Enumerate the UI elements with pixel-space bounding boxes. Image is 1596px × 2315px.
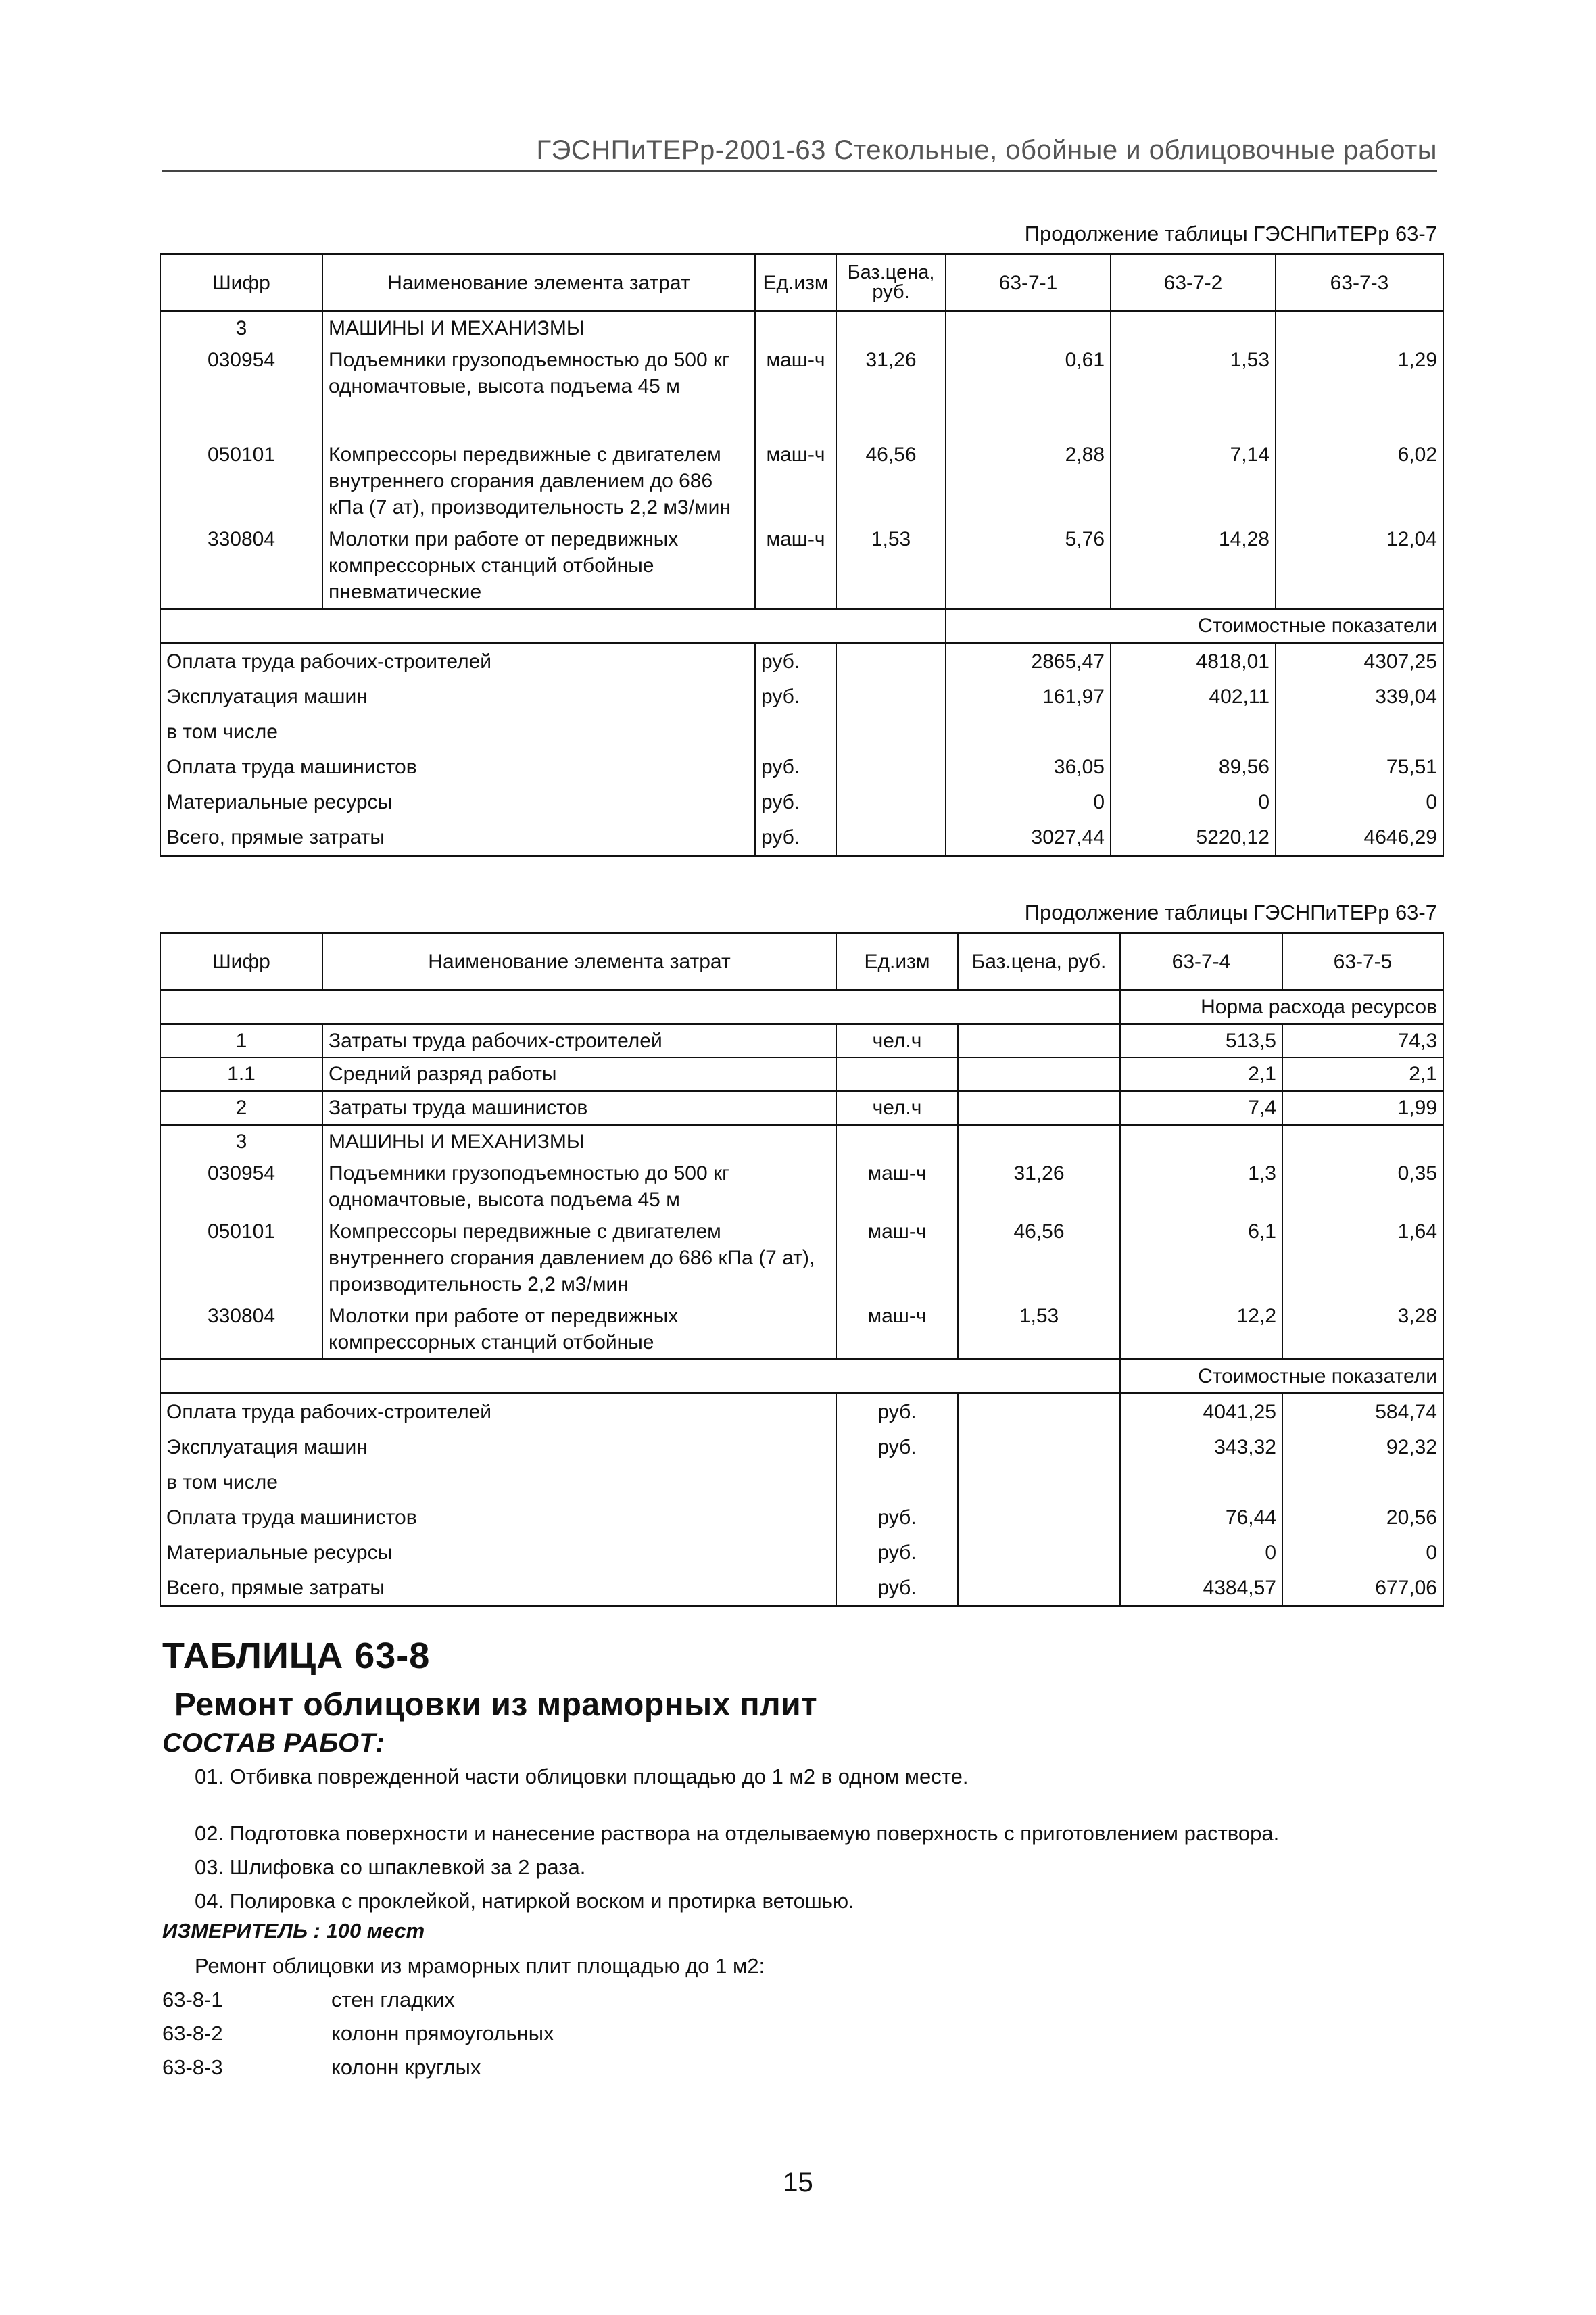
- unit-cell: маш-ч: [755, 439, 836, 523]
- value-cell: 7,14: [1111, 439, 1276, 523]
- value-cell: 6,02: [1276, 439, 1443, 523]
- cost-unit: руб.: [755, 784, 836, 819]
- cost-row: [160, 643, 1443, 679]
- code-cell: 030954: [160, 344, 322, 439]
- price-cell: 31,26: [958, 1158, 1120, 1216]
- cost-name: Оплата труда рабочих-строителей: [160, 1393, 836, 1430]
- value-cell: 12,04: [1276, 523, 1443, 609]
- work-step: 02. Подготовка поверхности и нанесение раствора на отделываемую поверхность с приготовлением раствора.: [195, 1821, 1280, 1845]
- cost-row: [160, 1570, 1443, 1606]
- code-cell: 050101: [160, 439, 322, 523]
- unit-cell: маш-ч: [836, 1158, 958, 1216]
- cost-unit: руб.: [755, 819, 836, 856]
- table-row: [160, 439, 1443, 523]
- value-cell: 1,53: [1111, 344, 1276, 439]
- col-header: Шифр: [160, 254, 322, 312]
- cost-value: 4646,29: [1276, 819, 1443, 856]
- unit-cell: маш-ч: [755, 523, 836, 609]
- col-header: Баз.цена, руб.: [836, 254, 946, 312]
- item-code: 63-8-3: [162, 2055, 223, 2079]
- section-code: 3: [160, 312, 322, 345]
- value-cell: 1,3: [1120, 1158, 1282, 1216]
- cost-row: [160, 714, 1443, 749]
- col-header: Ед.изм: [755, 254, 836, 312]
- cost-row: [160, 819, 1443, 856]
- value-cell: 1,64: [1282, 1216, 1443, 1300]
- unit-cell: маш-ч: [755, 344, 836, 439]
- cost-value: 75,51: [1276, 749, 1443, 784]
- cost-unit: руб.: [836, 1535, 958, 1570]
- col-header: 63-7-1: [946, 254, 1111, 312]
- value-cell: 2,88: [946, 439, 1111, 523]
- name-cell: Компрессоры передвижные с двигателем внутреннего сгорания давлением до 686 кПа (7 ат), производительность 2,2 м3/мин: [322, 1216, 836, 1300]
- unit-cell: чел.ч: [836, 1024, 958, 1058]
- cost-row: [160, 1429, 1443, 1464]
- cost-value: 4818,01: [1111, 643, 1276, 679]
- cost-label: Стоимостные показатели: [946, 609, 1443, 643]
- name-cell: Подъемники грузоподъемностью до 500 кг одномачтовые, высота подъема 45 м: [322, 1158, 836, 1216]
- name-cell: Компрессоры передвижные с двигателем внутреннего сгорания давлением до 686 кПа (7 ат), производительность 2,2 м3/мин: [322, 439, 755, 523]
- value-cell: 2,1: [1282, 1057, 1443, 1091]
- name-cell: Молотки при работе от передвижных компрессорных станций отбойные пневматические: [322, 523, 755, 609]
- table1-caption: Продолжение таблицы ГЭСНПиТЕРр 63-7: [1024, 222, 1437, 245]
- unit-cell: маш-ч: [836, 1216, 958, 1300]
- col-header: 63-7-5: [1282, 933, 1443, 991]
- norm-label: Норма расхода ресурсов: [1120, 991, 1443, 1024]
- cost-name: в том числе: [160, 714, 755, 749]
- cost-label-row: [160, 1360, 1443, 1393]
- work-step: 01. Отбивка поврежденной части облицовки площадью до 1 м2 в одном месте.: [195, 1765, 969, 1788]
- cost-name: Оплата труда рабочих-строителей: [160, 643, 755, 679]
- cost-value: 0: [1120, 1535, 1282, 1570]
- cost-unit: руб.: [836, 1393, 958, 1430]
- code-cell: 2: [160, 1091, 322, 1125]
- section-title: МАШИНЫ И МЕХАНИЗМЫ: [322, 1125, 836, 1158]
- list-item: [162, 1988, 455, 2012]
- cost-row: [160, 1393, 1443, 1430]
- col-header: 63-7-2: [1111, 254, 1276, 312]
- cost-value: 4041,25: [1120, 1393, 1282, 1430]
- value-cell: 3,28: [1282, 1300, 1443, 1360]
- cost-value: 0: [1282, 1535, 1443, 1570]
- table2: [160, 932, 1444, 1607]
- section-code: 3: [160, 1125, 322, 1158]
- price-cell: 46,56: [836, 439, 946, 523]
- cost-label: Стоимостные показатели: [1120, 1360, 1443, 1393]
- table-638-subtitle: Ремонт облицовки из мраморных плит: [174, 1687, 818, 1723]
- name-cell: Подъемники грузоподъемностью до 500 кг одномачтовые, высота подъема 45 м: [322, 344, 755, 439]
- col-header: Шифр: [160, 933, 322, 991]
- name-cell: Молотки при работе от передвижных компрессорных станций отбойные: [322, 1300, 836, 1360]
- cost-name: Оплата труда машинистов: [160, 1500, 836, 1535]
- unit-cell: маш-ч: [836, 1300, 958, 1360]
- table-row: [160, 344, 1443, 439]
- cost-unit: руб.: [836, 1500, 958, 1535]
- code-cell: 330804: [160, 523, 322, 609]
- value-cell: 1,29: [1276, 344, 1443, 439]
- table-row: [160, 1300, 1443, 1360]
- name-cell: Затраты труда рабочих-строителей: [322, 1024, 836, 1058]
- cost-value: 677,06: [1282, 1570, 1443, 1606]
- value-cell: 5,76: [946, 523, 1111, 609]
- table-row: [160, 1057, 1443, 1091]
- item-code: 63-8-1: [162, 1988, 223, 2011]
- cost-value: 20,56: [1282, 1500, 1443, 1535]
- value-cell: 6,1: [1120, 1216, 1282, 1300]
- table-row: [160, 1216, 1443, 1300]
- code-cell: 1: [160, 1024, 322, 1058]
- cost-value: 4307,25: [1276, 643, 1443, 679]
- meter-label: ИЗМЕРИТЕЛЬ : 100 мест: [162, 1919, 425, 1942]
- cost-value: 339,04: [1276, 679, 1443, 714]
- item-label: стен гладких: [331, 1988, 455, 2011]
- price-cell: 31,26: [836, 344, 946, 439]
- cost-value: 4384,57: [1120, 1570, 1282, 1606]
- section-row: [160, 312, 1443, 345]
- table1: [160, 253, 1444, 857]
- page-number: 15: [783, 2168, 813, 2197]
- cost-unit: руб.: [755, 643, 836, 679]
- cost-name: Материальные ресурсы: [160, 784, 755, 819]
- cost-name: Эксплуатация машин: [160, 1429, 836, 1464]
- cost-value: 0: [946, 784, 1111, 819]
- unit-cell: чел.ч: [836, 1091, 958, 1125]
- section-title: МАШИНЫ И МЕХАНИЗМЫ: [322, 312, 755, 345]
- table2-caption: Продолжение таблицы ГЭСНПиТЕРр 63-7: [1024, 901, 1437, 924]
- value-cell: 0,61: [946, 344, 1111, 439]
- cost-value: 36,05: [946, 749, 1111, 784]
- cost-value: 2865,47: [946, 643, 1111, 679]
- work-step: 03. Шлифовка со шпаклевкой за 2 раза.: [195, 1855, 586, 1879]
- table-row: [160, 523, 1443, 609]
- cost-name: Оплата труда машинистов: [160, 749, 755, 784]
- code-cell: 050101: [160, 1216, 322, 1300]
- cost-row: [160, 1464, 1443, 1500]
- cost-unit: руб.: [836, 1429, 958, 1464]
- item-code: 63-8-2: [162, 2022, 223, 2045]
- cost-name: Эксплуатация машин: [160, 679, 755, 714]
- cost-value: 89,56: [1111, 749, 1276, 784]
- cost-value: 76,44: [1120, 1500, 1282, 1535]
- price-cell: 46,56: [958, 1216, 1120, 1300]
- cost-row: [160, 749, 1443, 784]
- intro-line: Ремонт облицовки из мраморных плит площадью до 1 м2:: [195, 1954, 765, 1978]
- cost-label-row: [160, 609, 1443, 643]
- col-header: Наименование элемента затрат: [322, 933, 836, 991]
- list-item: [162, 2022, 554, 2046]
- cost-value: 402,11: [1111, 679, 1276, 714]
- cost-value: 343,32: [1120, 1429, 1282, 1464]
- value-cell: 1,99: [1282, 1091, 1443, 1125]
- code-cell: 030954: [160, 1158, 322, 1216]
- cost-row: [160, 784, 1443, 819]
- cost-value: 92,32: [1282, 1429, 1443, 1464]
- cost-value: 584,74: [1282, 1393, 1443, 1430]
- code-cell: 1.1: [160, 1057, 322, 1091]
- cost-unit: руб.: [755, 749, 836, 784]
- value-cell: 2,1: [1120, 1057, 1282, 1091]
- name-cell: Затраты труда машинистов: [322, 1091, 836, 1125]
- col-header: 63-7-4: [1120, 933, 1282, 991]
- price-cell: 1,53: [836, 523, 946, 609]
- name-cell: Средний разряд работы: [322, 1057, 836, 1091]
- table-row: [160, 1091, 1443, 1125]
- table-638-title: ТАБЛИЦА 63-8: [162, 1636, 431, 1676]
- table2-header-row: [160, 933, 1443, 991]
- item-label: колонн круглых: [331, 2055, 481, 2079]
- list-item: [162, 2055, 481, 2080]
- col-header: Баз.цена, руб.: [958, 933, 1120, 991]
- value-cell: 14,28: [1111, 523, 1276, 609]
- code-cell: 330804: [160, 1300, 322, 1360]
- cost-name: Всего, прямые затраты: [160, 819, 755, 856]
- cost-unit: руб.: [836, 1570, 958, 1606]
- cost-name: в том числе: [160, 1464, 836, 1500]
- section-row: [160, 1125, 1443, 1158]
- cost-value: 161,97: [946, 679, 1111, 714]
- table-row: [160, 1158, 1443, 1216]
- value-cell: 513,5: [1120, 1024, 1282, 1058]
- col-header: 63-7-3: [1276, 254, 1443, 312]
- cost-name: Материальные ресурсы: [160, 1535, 836, 1570]
- cost-value: 0: [1276, 784, 1443, 819]
- cost-value: 5220,12: [1111, 819, 1276, 856]
- col-header: Наименование элемента затрат: [322, 254, 755, 312]
- norm-label-row: [160, 991, 1443, 1024]
- cost-row: [160, 1535, 1443, 1570]
- value-cell: 12,2: [1120, 1300, 1282, 1360]
- cost-value: 3027,44: [946, 819, 1111, 856]
- value-cell: 7,4: [1120, 1091, 1282, 1125]
- running-header: ГЭСНПиТЕРр-2001-63 Стекольные, обойные и облицовочные работы: [162, 135, 1437, 172]
- sostav-label: СОСТАВ РАБОТ:: [162, 1728, 385, 1758]
- cost-unit: руб.: [755, 679, 836, 714]
- table-row: [160, 1024, 1443, 1058]
- table1-header-row: [160, 254, 1443, 312]
- cost-row: [160, 679, 1443, 714]
- value-cell: 0,35: [1282, 1158, 1443, 1216]
- value-cell: 74,3: [1282, 1024, 1443, 1058]
- price-cell: 1,53: [958, 1300, 1120, 1360]
- cost-value: 0: [1111, 784, 1276, 819]
- item-label: колонн прямоугольных: [331, 2022, 554, 2045]
- col-header: Ед.изм: [836, 933, 958, 991]
- cost-name: Всего, прямые затраты: [160, 1570, 836, 1606]
- work-step: 04. Полировка с проклейкой, натиркой воском и протирка ветошью.: [195, 1889, 854, 1913]
- cost-row: [160, 1500, 1443, 1535]
